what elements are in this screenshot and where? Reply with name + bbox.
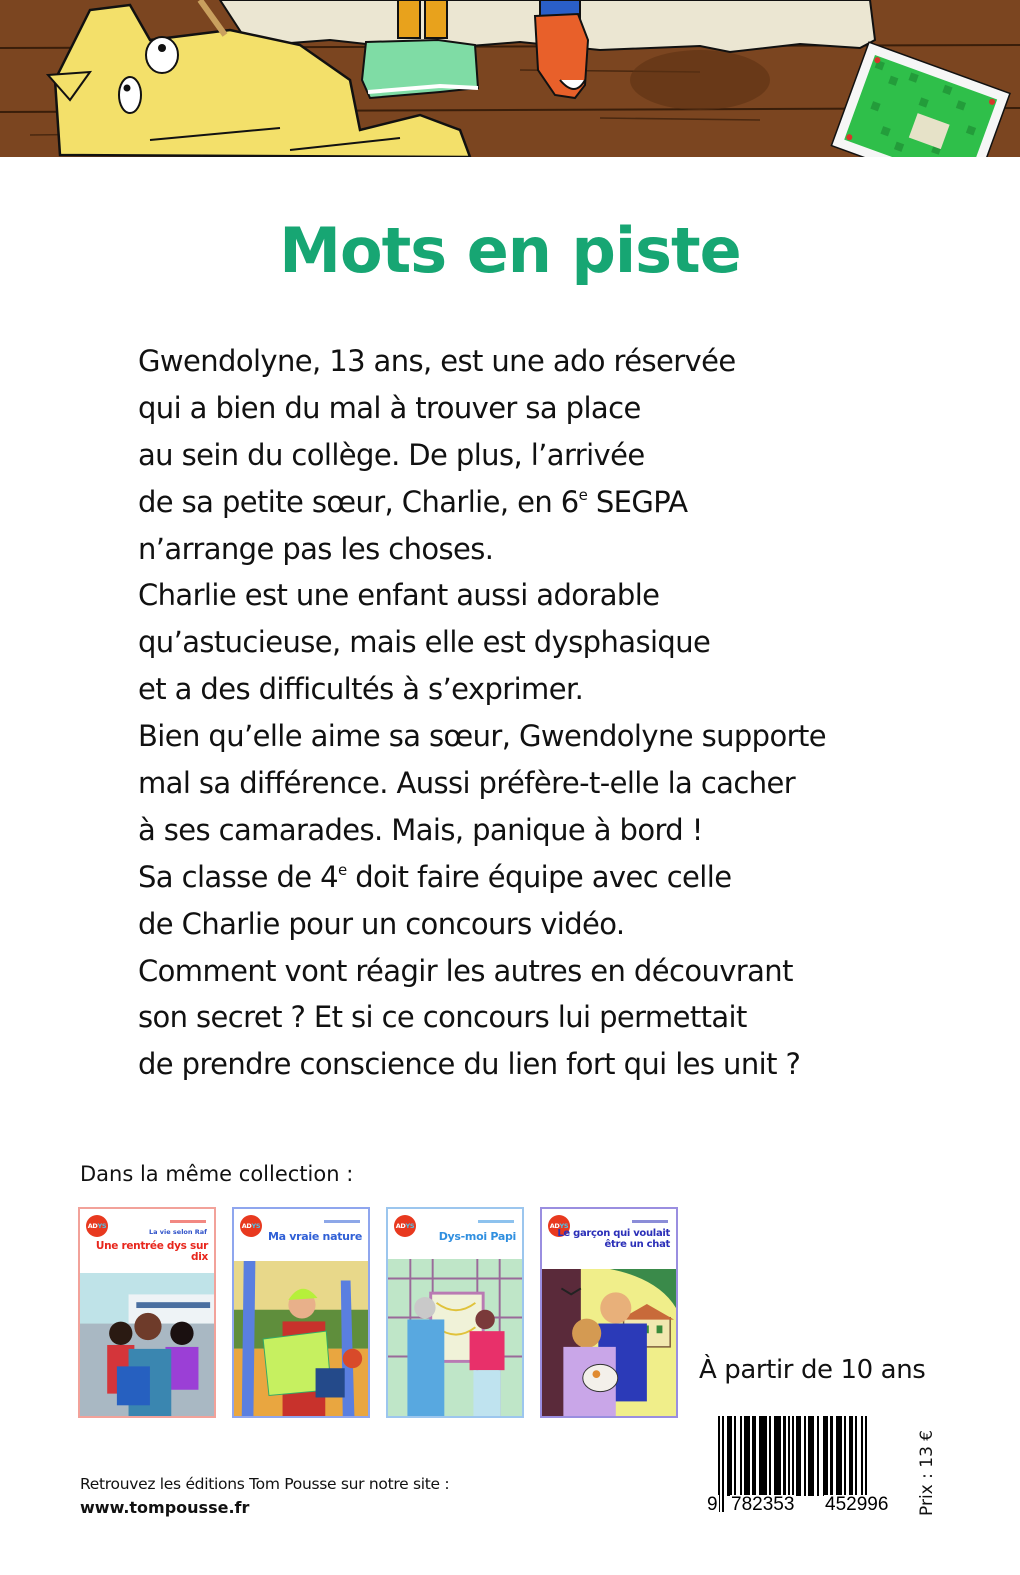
- ordinal-superscript: e: [337, 860, 347, 879]
- age-range: À partir de 10 ans: [699, 1355, 926, 1385]
- blurb-line: [138, 854, 898, 901]
- blurb-line: de prendre conscience du lien fort qui les unit ?: [138, 1047, 801, 1082]
- cover-title: Une rentrée dys sur dix: [95, 1240, 208, 1263]
- blurb-text: doit faire équipe avec celle: [346, 859, 732, 894]
- ordinal-superscript: e: [578, 485, 588, 504]
- blurb-line: qu’astucieuse, mais elle est dysphasique: [138, 625, 711, 660]
- cover-illustration: [0, 0, 1020, 157]
- book-title: Mots en piste: [279, 214, 741, 287]
- adys-logo-icon: AD YS: [86, 1215, 108, 1237]
- blurb-line: de Charlie pour un concours vidéo.: [138, 906, 625, 941]
- barcode-digits-right: 452996: [825, 1494, 889, 1515]
- back-cover-blurb: [138, 338, 898, 1088]
- cover-artwork-school: [80, 1273, 214, 1416]
- publisher-note: Retrouvez les éditions Tom Pousse sur notre site :: [80, 1475, 450, 1493]
- blurb-line: Gwendolyne, 13 ans, est une ado réservée: [138, 344, 736, 378]
- blurb-text: de sa petite sœur, Charlie, en 6: [138, 484, 579, 519]
- blurb-line: et a des difficultés à s’exprimer.: [138, 672, 584, 707]
- blurb-text: SEGPA: [587, 484, 688, 519]
- publisher-footer: [80, 1472, 449, 1520]
- cover-title: Le garçon qui voulait être un chat: [557, 1228, 670, 1250]
- collection-cover-ma-vraie-nature[interactable]: [232, 1207, 370, 1418]
- collection-cover-le-garcon-qui-voulait-etre-un-chat[interactable]: [540, 1207, 678, 1418]
- cover-author-illegible: [324, 1220, 360, 1223]
- collection-covers: [78, 1207, 678, 1418]
- blurb-text: Sa classe de 4: [138, 859, 338, 894]
- cat-and-board-illustration: [0, 0, 1020, 157]
- cover-series: La vie selon Raf: [148, 1228, 207, 1236]
- collection-cover-dys-moi-papi[interactable]: [386, 1207, 524, 1418]
- blurb-line: qui a bien du mal à trouver sa place: [138, 390, 641, 425]
- collection-heading: Dans la même collection :: [80, 1162, 354, 1186]
- cover-author-illegible: [632, 1220, 668, 1223]
- cover-artwork-forest: [234, 1261, 368, 1416]
- publisher-website-link[interactable]: www.tompousse.fr: [80, 1498, 250, 1517]
- adys-logo-icon: AD YS: [548, 1215, 570, 1237]
- barcode-digit-first: 9: [707, 1494, 718, 1515]
- blurb-line: son secret ? Et si ce concours lui permettait: [138, 1000, 747, 1035]
- adys-logo-icon: AD YS: [240, 1215, 262, 1237]
- isbn-barcode: [706, 1416, 916, 1516]
- cover-title: Dys-moi Papi: [438, 1230, 516, 1243]
- collection-cover-une-rentree-dys-sur-dix[interactable]: [78, 1207, 216, 1418]
- cover-author-illegible: [478, 1220, 514, 1223]
- price-label: Prix : 13 €: [917, 1429, 937, 1516]
- adys-logo-icon: AD YS: [394, 1215, 416, 1237]
- cover-artwork-greenhouse: [388, 1259, 522, 1416]
- blurb-line: [138, 479, 898, 526]
- cover-artwork-countryside: [542, 1269, 676, 1416]
- blurb-line: Charlie est une enfant aussi adorable: [138, 578, 660, 613]
- blurb-line: mal sa différence. Aussi préfère-t-elle la cacher: [138, 766, 796, 801]
- cover-author-illegible: [170, 1220, 206, 1223]
- blurb-line: Bien qu’elle aime sa sœur, Gwendolyne supporte: [138, 719, 826, 754]
- blurb-line: à ses camarades. Mais, panique à bord !: [138, 812, 703, 847]
- cover-title: Ma vraie nature: [267, 1230, 362, 1243]
- blurb-line: n’arrange pas les choses.: [138, 531, 494, 566]
- blurb-line: au sein du collège. De plus, l’arrivée: [138, 437, 645, 472]
- barcode-digits-left: 782353: [731, 1494, 795, 1515]
- blurb-line: Comment vont réagir les autres en découvrant: [138, 953, 793, 988]
